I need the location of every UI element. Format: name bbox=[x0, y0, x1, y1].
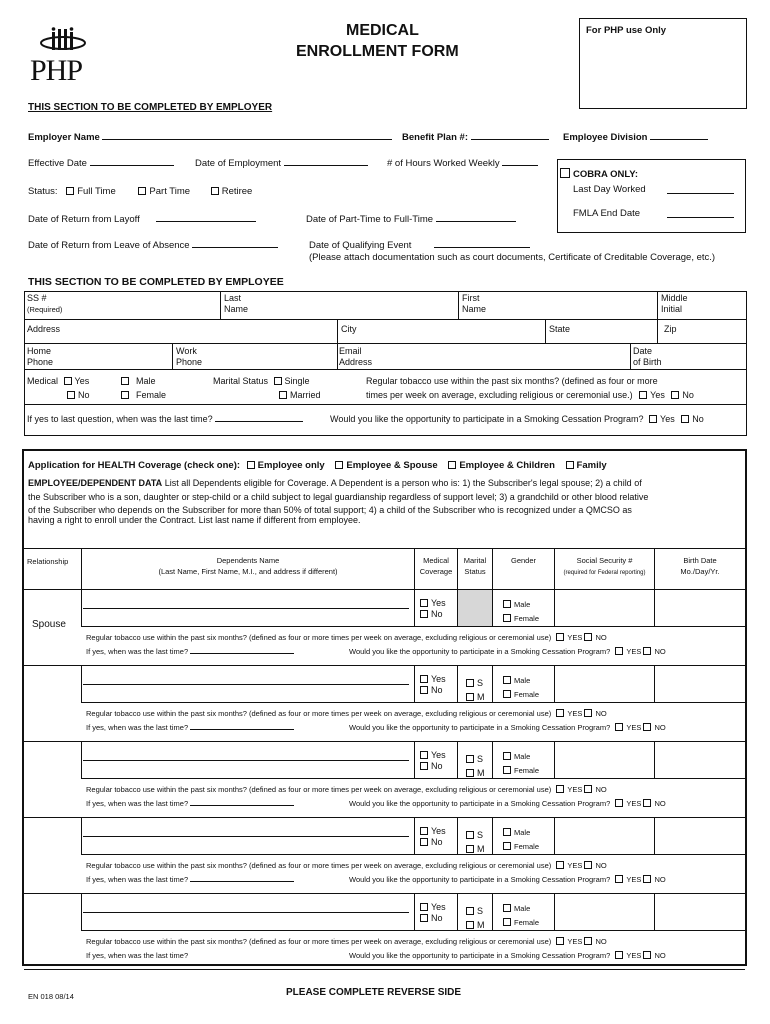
full-time-label: Full Time bbox=[77, 186, 116, 197]
medical-no-row bbox=[67, 390, 90, 401]
coverage-no-checkbox[interactable] bbox=[420, 762, 428, 770]
dependent-cessation-row bbox=[349, 722, 666, 733]
male-row bbox=[121, 376, 156, 387]
coverage-no-checkbox[interactable] bbox=[420, 914, 428, 922]
dependent-cessation-row bbox=[349, 798, 666, 809]
dependent-tobacco-label: Regular tobacco use within the past six months? (defined as four or more times per week on average, excluding religious or ceremonial use) bbox=[86, 937, 552, 946]
application-row bbox=[28, 460, 607, 471]
date-of-employment-label: Date of Employment bbox=[195, 158, 282, 169]
male-checkbox[interactable] bbox=[503, 676, 511, 684]
dependent-tobacco-label: Regular tobacco use within the past six months? (defined as four or more times per week on average, excluding religious or ceremonial use) bbox=[86, 709, 552, 718]
male-checkbox[interactable] bbox=[503, 600, 511, 608]
male-label: Male bbox=[514, 752, 531, 761]
female-label: Female bbox=[514, 918, 540, 927]
retiree-label: Retiree bbox=[221, 186, 253, 197]
benefit-plan-field[interactable] bbox=[471, 131, 549, 140]
gender-options bbox=[503, 598, 539, 626]
medical-label: Medical bbox=[27, 376, 59, 386]
female-label: Female bbox=[514, 614, 540, 623]
dependent-last-time-label: If yes, when was the last time? bbox=[86, 875, 189, 884]
dependent-row bbox=[24, 818, 745, 894]
header-ssn: Social Security # (required for Federal reporting) bbox=[563, 556, 646, 576]
return-leave-field[interactable] bbox=[192, 239, 278, 248]
fmla-end-date-label: FMLA End Date bbox=[573, 208, 641, 219]
coverage-yes-label: Yes bbox=[431, 902, 446, 912]
dependent-description bbox=[28, 477, 648, 531]
dependent-last-time-field[interactable] bbox=[190, 646, 294, 654]
married-label: M bbox=[477, 768, 485, 778]
dependent-tobacco-row bbox=[86, 936, 607, 947]
coverage-no-label: No bbox=[431, 913, 443, 923]
single-checkbox[interactable] bbox=[274, 377, 282, 385]
dependent-last-time-row bbox=[86, 722, 294, 733]
female-label: Female bbox=[514, 690, 540, 699]
coverage-no-checkbox[interactable] bbox=[420, 838, 428, 846]
dependent-tobacco-row bbox=[86, 784, 607, 795]
marital-status-options bbox=[466, 676, 485, 704]
header-dependents-name: Dependents Name (Last Name, First Name, M.I., and address if different) bbox=[158, 556, 338, 576]
female-checkbox[interactable] bbox=[503, 918, 511, 926]
single-checkbox[interactable] bbox=[466, 831, 474, 839]
coverage-yes-checkbox[interactable] bbox=[420, 903, 428, 911]
dependent-tobacco-yes-label: YES bbox=[567, 785, 583, 794]
part-to-full-label: Date of Part-Time to Full-Time bbox=[306, 214, 434, 225]
employee-info-grid bbox=[24, 291, 746, 436]
dependent-cessation-yes-label: YES bbox=[626, 723, 642, 732]
reverse-side-note: PLEASE COMPLETE REVERSE SIDE bbox=[286, 987, 462, 998]
coverage-no-checkbox[interactable] bbox=[420, 686, 428, 694]
coverage-yes-checkbox[interactable] bbox=[420, 675, 428, 683]
dependent-cessation-yes-label: YES bbox=[626, 951, 642, 960]
dependent-row bbox=[24, 666, 745, 742]
medical-no-label: No bbox=[78, 390, 90, 400]
cobra-checkbox[interactable] bbox=[560, 168, 570, 178]
dob-label[interactable]: Date of Birth bbox=[633, 346, 662, 367]
hours-worked-row bbox=[387, 157, 538, 169]
part-time-label: Part Time bbox=[149, 186, 191, 197]
married-label: Married bbox=[290, 390, 321, 400]
dependent-tobacco-row bbox=[86, 632, 607, 643]
single-checkbox[interactable] bbox=[466, 907, 474, 915]
qualifying-event-label: Date of Qualifying Event bbox=[309, 240, 412, 251]
tobacco-line2 bbox=[366, 390, 694, 401]
dependent-tobacco-yes-label: YES bbox=[567, 709, 583, 718]
php-logo-icon bbox=[38, 26, 88, 52]
form-code: EN 018 08/14 bbox=[28, 992, 74, 1001]
female-label: Female bbox=[136, 390, 167, 400]
married-checkbox[interactable] bbox=[466, 769, 474, 777]
female-checkbox[interactable] bbox=[503, 842, 511, 850]
coverage-yes-label: Yes bbox=[431, 826, 446, 836]
dependent-tobacco-no-label: NO bbox=[595, 633, 607, 642]
medical-coverage-options bbox=[420, 826, 446, 848]
return-leave-label: Date of Return from Leave of Absence bbox=[28, 240, 190, 251]
employee-only-checkbox[interactable] bbox=[247, 461, 255, 469]
dependent-cessation-yes-checkbox[interactable] bbox=[615, 647, 623, 655]
male-label: Male bbox=[514, 904, 531, 913]
female-checkbox[interactable] bbox=[503, 766, 511, 774]
dependent-cessation-label: Would you like the opportunity to participate in a Smoking Cessation Program? bbox=[349, 799, 611, 808]
header-medical-coverage: Medical Coverage bbox=[419, 556, 453, 576]
dependent-last-time-label: If yes, when was the last time? bbox=[86, 647, 189, 656]
cobra-box bbox=[557, 159, 746, 233]
dependent-tobacco-label: Regular tobacco use within the past six months? (defined as four or more times per week on average, excluding religious or ceremonial use) bbox=[86, 861, 552, 870]
cessation-label: Would you like the opportunity to participate in a Smoking Cessation Program? bbox=[330, 414, 644, 424]
application-label: Application for HEALTH Coverage (check one): bbox=[28, 460, 241, 471]
fmla-end-date-field[interactable] bbox=[667, 209, 734, 218]
dependent-tobacco-no-checkbox[interactable] bbox=[584, 633, 592, 641]
dependent-last-time-field[interactable] bbox=[190, 798, 294, 806]
attach-note: (Please attach documentation such as court documents, Certificate of Creditable Coverage, etc.) bbox=[309, 252, 716, 263]
dependent-tobacco-yes-checkbox[interactable] bbox=[556, 785, 564, 793]
coverage-no-label: No bbox=[431, 837, 443, 847]
married-checkbox[interactable] bbox=[466, 845, 474, 853]
tobacco-line2-text: times per week on average, excluding religious or ceremonial use.) bbox=[366, 390, 633, 400]
return-layoff-label: Date of Return from Layoff bbox=[28, 214, 140, 225]
married-label: M bbox=[477, 844, 485, 854]
cessation-no-checkbox[interactable] bbox=[681, 415, 689, 423]
return-layoff-row bbox=[28, 213, 256, 225]
dependent-tobacco-no-label: NO bbox=[595, 709, 607, 718]
tobacco-no-label: No bbox=[682, 390, 694, 400]
last-day-worked-field[interactable] bbox=[667, 185, 734, 194]
last-day-worked-label: Last Day Worked bbox=[573, 184, 646, 195]
header-relationship: Relationship bbox=[27, 557, 69, 566]
dependent-last-time-label: If yes, when was the last time? bbox=[86, 723, 189, 732]
single-label: S bbox=[477, 830, 484, 840]
tobacco-yes-checkbox[interactable] bbox=[639, 391, 647, 399]
medical-coverage-options bbox=[420, 598, 446, 620]
dependent-tobacco-yes-label: YES bbox=[567, 937, 583, 946]
marital-status-label: Marital Status bbox=[213, 376, 269, 386]
dependent-tobacco-yes-checkbox[interactable] bbox=[556, 709, 564, 717]
full-time-checkbox[interactable] bbox=[66, 187, 74, 195]
return-layoff-field[interactable] bbox=[156, 213, 256, 222]
dependent-name-field[interactable] bbox=[83, 912, 409, 913]
dependent-row bbox=[24, 590, 745, 666]
male-checkbox[interactable] bbox=[503, 752, 511, 760]
zip-label[interactable]: Zip bbox=[664, 324, 677, 334]
married-checkbox[interactable] bbox=[279, 391, 287, 399]
state-label[interactable]: State bbox=[549, 324, 571, 334]
employer-section-title: THIS SECTION TO BE COMPLETED BY EMPLOYER bbox=[28, 102, 273, 113]
dependent-last-time-row bbox=[86, 646, 294, 657]
coverage-yes-label: Yes bbox=[431, 674, 446, 684]
married-label: M bbox=[477, 920, 485, 930]
single-label: S bbox=[477, 678, 484, 688]
employer-name-label: Employer Name bbox=[28, 132, 100, 143]
dependent-last-time-row bbox=[86, 798, 294, 809]
dependent-last-time-row bbox=[86, 874, 294, 885]
dependent-cessation-row bbox=[349, 874, 666, 885]
married-checkbox[interactable] bbox=[466, 921, 474, 929]
dependent-cessation-row bbox=[349, 950, 666, 961]
coverage-no-label: No bbox=[431, 761, 443, 771]
dependent-text-4: having a right to enroll under the Contract. List last name if different from employee. bbox=[28, 514, 361, 525]
dependent-tobacco-no-label: NO bbox=[595, 861, 607, 870]
married-checkbox[interactable] bbox=[466, 693, 474, 701]
male-label: Male bbox=[514, 600, 531, 609]
hours-worked-label: # of Hours Worked Weekly bbox=[387, 158, 500, 169]
single-checkbox[interactable] bbox=[466, 755, 474, 763]
dependent-cessation-yes-label: YES bbox=[626, 799, 642, 808]
effective-date-field[interactable] bbox=[90, 157, 174, 166]
header-marital-status: Marital Status bbox=[463, 556, 487, 576]
qualifying-event-row bbox=[309, 239, 530, 251]
home-phone-label[interactable]: Home Phone bbox=[27, 346, 54, 367]
dependent-cessation-no-checkbox[interactable] bbox=[643, 875, 651, 883]
male-checkbox[interactable] bbox=[121, 377, 129, 385]
dependent-cessation-no-checkbox[interactable] bbox=[643, 647, 651, 655]
employer-name-field[interactable] bbox=[102, 131, 392, 140]
dependent-last-time-label: If yes, when was the last time? bbox=[86, 951, 189, 960]
benefit-plan-label: Benefit Plan #: bbox=[402, 132, 468, 143]
married-label: M bbox=[477, 692, 485, 702]
single-checkbox[interactable] bbox=[466, 679, 474, 687]
dependent-cessation-yes-label: YES bbox=[626, 875, 642, 884]
male-checkbox[interactable] bbox=[503, 828, 511, 836]
coverage-yes-label: Yes bbox=[431, 598, 446, 608]
address-label[interactable]: Address bbox=[27, 324, 61, 334]
qualifying-event-field[interactable] bbox=[434, 239, 530, 248]
family-checkbox[interactable] bbox=[566, 461, 574, 469]
dependent-last-time-row bbox=[86, 950, 188, 961]
dependent-row bbox=[24, 742, 745, 818]
dependent-name-field[interactable] bbox=[83, 608, 409, 609]
male-label: Male bbox=[136, 376, 156, 386]
part-to-full-field[interactable] bbox=[436, 213, 516, 222]
part-time-checkbox[interactable] bbox=[138, 187, 146, 195]
dependent-tobacco-yes-checkbox[interactable] bbox=[556, 633, 564, 641]
effective-date-row bbox=[28, 157, 174, 169]
marital-status-options bbox=[466, 904, 485, 932]
dependent-name-field[interactable] bbox=[83, 760, 409, 761]
employee-division-label: Employee Division bbox=[563, 132, 648, 143]
gender-options bbox=[503, 902, 539, 930]
cessation-row bbox=[330, 414, 704, 425]
coverage-yes-checkbox[interactable] bbox=[420, 751, 428, 759]
dependent-cessation-no-label: NO bbox=[654, 875, 666, 884]
dependent-tobacco-yes-label: YES bbox=[567, 861, 583, 870]
dependent-cessation-row bbox=[349, 646, 666, 657]
benefit-plan-row bbox=[402, 131, 549, 143]
medical-coverage-options bbox=[420, 902, 446, 924]
dependent-cessation-yes-checkbox[interactable] bbox=[615, 723, 623, 731]
cobra-only-row bbox=[560, 168, 638, 180]
dependent-tobacco-row bbox=[86, 708, 607, 719]
employee-division-row bbox=[563, 131, 708, 143]
return-leave-row bbox=[28, 239, 278, 251]
employee-only-label: Employee only bbox=[257, 460, 325, 471]
coverage-yes-checkbox[interactable] bbox=[420, 599, 428, 607]
dependent-tobacco-no-label: NO bbox=[595, 937, 607, 946]
dependent-cessation-no-checkbox[interactable] bbox=[643, 951, 651, 959]
cobra-only-label: COBRA ONLY: bbox=[573, 169, 639, 180]
dependent-text-1: List all Dependents eligible for Coverage. A Dependent is a person who is: 1) the Subscriber's legal spouse; 2) a child of bbox=[164, 478, 642, 488]
php-use-box bbox=[579, 18, 747, 109]
employee-division-field[interactable] bbox=[650, 131, 708, 140]
dependent-cessation-label: Would you like the opportunity to participate in a Smoking Cessation Program? bbox=[349, 647, 611, 656]
dependent-cessation-yes-checkbox[interactable] bbox=[615, 951, 623, 959]
single-label: S bbox=[477, 906, 484, 916]
dependent-last-time-field[interactable] bbox=[190, 722, 294, 730]
cessation-yes-checkbox[interactable] bbox=[649, 415, 657, 423]
coverage-no-label: No bbox=[431, 609, 443, 619]
single-label: S bbox=[477, 754, 484, 764]
date-of-employment-row bbox=[195, 157, 368, 169]
dependent-text-3: of the Subscriber who depends on the Subscriber for more than 50% of total support; 4) a child of the Subscriber who is recognized under a QMCSO as bbox=[28, 505, 632, 515]
dependent-tobacco-row bbox=[86, 860, 607, 871]
family-label: Family bbox=[576, 460, 607, 471]
dependent-cessation-no-label: NO bbox=[654, 951, 666, 960]
coverage-no-label: No bbox=[431, 685, 443, 695]
gender-options bbox=[503, 750, 539, 778]
dependent-cessation-label: Would you like the opportunity to participate in a Smoking Cessation Program? bbox=[349, 875, 611, 884]
dependent-last-time-field[interactable] bbox=[190, 874, 294, 882]
medical-coverage-options bbox=[420, 674, 446, 696]
page-title-line1: MEDICAL bbox=[346, 22, 419, 39]
dependent-cessation-no-label: NO bbox=[654, 723, 666, 732]
dependent-tobacco-no-label: NO bbox=[595, 785, 607, 794]
female-checkbox[interactable] bbox=[503, 614, 511, 622]
marital-status-options bbox=[466, 828, 485, 856]
dependent-cessation-no-checkbox[interactable] bbox=[643, 723, 651, 731]
dependent-cessation-no-label: NO bbox=[654, 799, 666, 808]
medical-row bbox=[27, 376, 89, 387]
dependent-cessation-no-label: NO bbox=[654, 647, 666, 656]
part-to-full-row bbox=[306, 213, 516, 225]
employer-name-row bbox=[28, 131, 392, 143]
dependent-row bbox=[24, 894, 745, 970]
employee-children-label: Employee & Children bbox=[459, 460, 555, 471]
dependent-tobacco-no-checkbox[interactable] bbox=[584, 785, 592, 793]
dependents-section bbox=[22, 449, 747, 966]
gender-options bbox=[503, 674, 539, 702]
dependent-tobacco-label: Regular tobacco use within the past six months? (defined as four or more times per week on average, excluding religious or ceremonial use) bbox=[86, 785, 552, 794]
dependent-tobacco-no-checkbox[interactable] bbox=[584, 709, 592, 717]
retiree-checkbox[interactable] bbox=[211, 187, 219, 195]
dependent-cessation-no-checkbox[interactable] bbox=[643, 799, 651, 807]
employee-children-checkbox[interactable] bbox=[448, 461, 456, 469]
last-time-field[interactable] bbox=[215, 414, 303, 422]
tobacco-no-checkbox[interactable] bbox=[671, 391, 679, 399]
logo-text: PHP bbox=[30, 54, 83, 87]
ss-label[interactable]: SS # (Required) bbox=[27, 293, 63, 314]
female-row bbox=[121, 390, 166, 401]
date-of-employment-field[interactable] bbox=[284, 157, 368, 166]
last-name-label[interactable]: Last Name bbox=[224, 293, 249, 314]
status-label: Status: bbox=[28, 186, 58, 197]
marital-status-options bbox=[466, 752, 485, 780]
male-label: Male bbox=[514, 676, 531, 685]
female-label: Female bbox=[514, 766, 540, 775]
dependent-tobacco-yes-checkbox[interactable] bbox=[556, 937, 564, 945]
header-gender: Gender bbox=[510, 556, 537, 565]
php-logo bbox=[30, 24, 100, 94]
single-label: Single bbox=[284, 376, 310, 386]
gender-options bbox=[503, 826, 539, 854]
dependent-cessation-yes-checkbox[interactable] bbox=[615, 875, 623, 883]
medical-coverage-options bbox=[420, 750, 446, 772]
coverage-yes-checkbox[interactable] bbox=[420, 827, 428, 835]
work-phone-label[interactable]: Work Phone bbox=[176, 346, 203, 367]
dependent-name-field[interactable] bbox=[83, 684, 409, 685]
page-title-line2: ENROLLMENT FORM bbox=[296, 43, 459, 60]
hours-worked-field[interactable] bbox=[502, 157, 538, 166]
employee-section-title: THIS SECTION TO BE COMPLETED BY EMPLOYEE bbox=[28, 276, 284, 288]
female-checkbox[interactable] bbox=[121, 391, 129, 399]
cessation-no-label: No bbox=[692, 414, 704, 424]
status-row bbox=[28, 186, 252, 197]
medical-no-checkbox[interactable] bbox=[67, 391, 75, 399]
dependent-name-field[interactable] bbox=[83, 836, 409, 837]
dependent-cessation-label: Would you like the opportunity to participate in a Smoking Cessation Program? bbox=[349, 951, 611, 960]
dependent-last-time-label: If yes, when was the last time? bbox=[86, 799, 189, 808]
header-birth-date: Birth Date Mo./Day/Yr. bbox=[680, 556, 720, 576]
medical-yes-checkbox[interactable] bbox=[64, 377, 72, 385]
dependent-cessation-yes-label: YES bbox=[626, 647, 642, 656]
effective-date-label: Effective Date bbox=[28, 158, 87, 169]
tobacco-yes-label: Yes bbox=[650, 390, 665, 400]
email-label[interactable]: Email Address bbox=[339, 346, 373, 367]
employee-spouse-checkbox[interactable] bbox=[335, 461, 343, 469]
female-label: Female bbox=[514, 842, 540, 851]
dependent-tobacco-label: Regular tobacco use within the past six months? (defined as four or more times per week on average, excluding religious or ceremonial use) bbox=[86, 633, 552, 642]
coverage-no-checkbox[interactable] bbox=[420, 610, 428, 618]
last-time-label: If yes to last question, when was the last time? bbox=[27, 414, 213, 424]
php-use-label: For PHP use Only bbox=[586, 25, 667, 36]
cessation-yes-label: Yes bbox=[660, 414, 675, 424]
employee-spouse-label: Employee & Spouse bbox=[346, 460, 438, 471]
marital-status-row bbox=[213, 376, 310, 387]
coverage-yes-label: Yes bbox=[431, 750, 446, 760]
dependent-cessation-yes-checkbox[interactable] bbox=[615, 799, 623, 807]
male-checkbox[interactable] bbox=[503, 904, 511, 912]
first-name-label[interactable]: First Name bbox=[462, 293, 487, 314]
tobacco-line1: Regular tobacco use within the past six months? (defined as four or more bbox=[366, 376, 658, 386]
dependent-text-2: the Subscriber who is a son, daughter or step-child or a child subject to legal guardianship regardless of support level; 3) a grandchild or other blood relative bbox=[28, 491, 649, 502]
dependent-tobacco-yes-label: YES bbox=[567, 633, 583, 642]
dependent-tobacco-yes-checkbox[interactable] bbox=[556, 861, 564, 869]
dependent-cessation-label: Would you like the opportunity to participate in a Smoking Cessation Program? bbox=[349, 723, 611, 732]
married-row bbox=[279, 390, 321, 401]
last-time-row bbox=[27, 414, 303, 425]
city-label[interactable]: City bbox=[341, 324, 357, 334]
medical-yes-label: Yes bbox=[74, 376, 90, 386]
dependent-tobacco-no-checkbox[interactable] bbox=[584, 861, 592, 869]
female-checkbox[interactable] bbox=[503, 690, 511, 698]
spouse-label: Spouse bbox=[32, 619, 66, 630]
middle-initial-label[interactable]: Middle Initial bbox=[661, 293, 688, 314]
dependent-tobacco-no-checkbox[interactable] bbox=[584, 937, 592, 945]
male-label: Male bbox=[514, 828, 531, 837]
dependent-title: EMPLOYEE/DEPENDENT DATA bbox=[28, 478, 163, 488]
